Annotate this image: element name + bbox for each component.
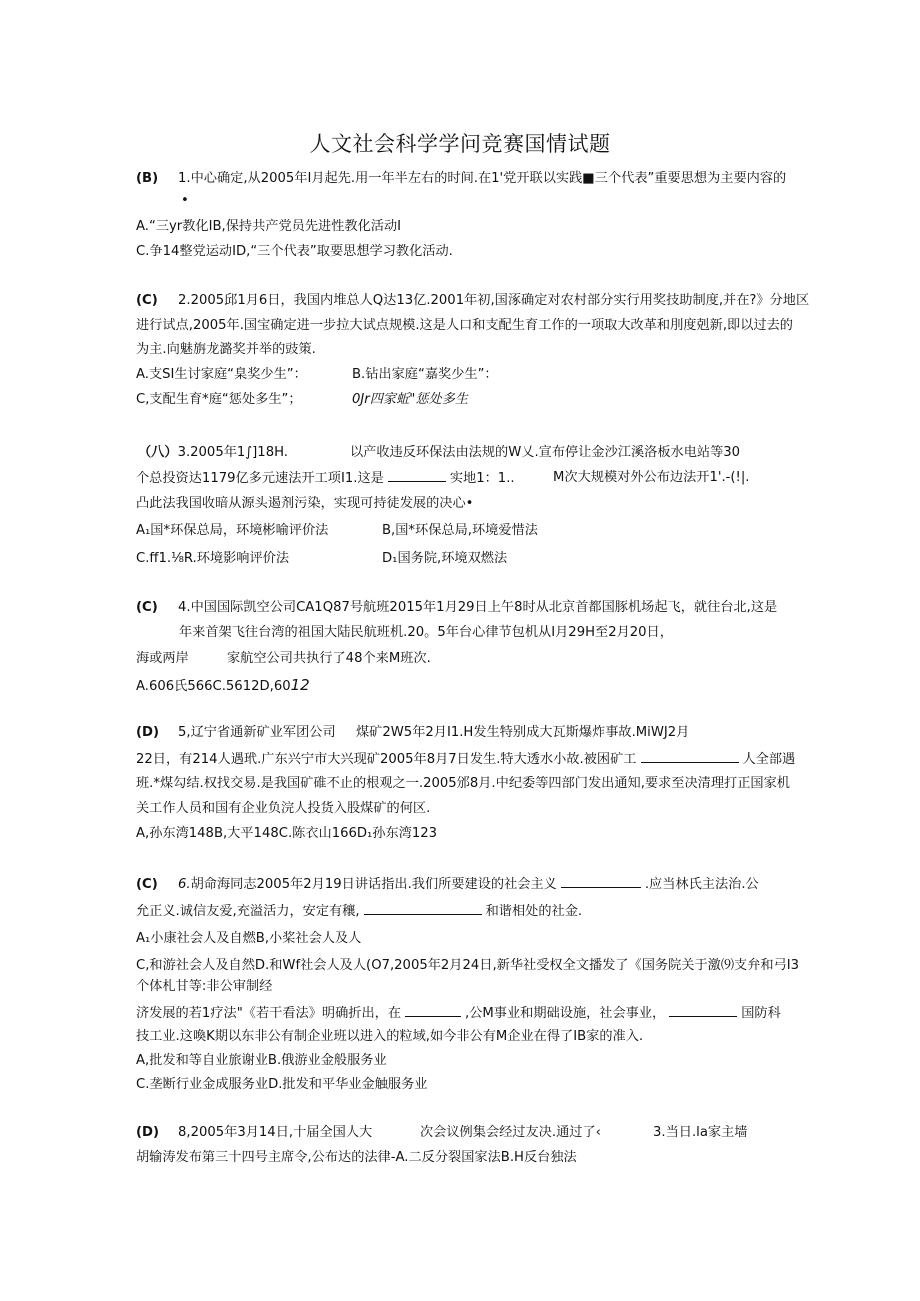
question-text: 次会议例集会经过友决.通过了‹ [420, 1125, 601, 1140]
question-6 [136, 875, 759, 894]
answer-blank [405, 1004, 461, 1017]
option-b: B.钻出家庭“嘉奖少生”： [352, 367, 498, 382]
question-text: 5,辽宁省通新矿业军团公司 [178, 725, 336, 740]
answer-label: (D) [136, 1125, 160, 1140]
question-text: 3.2005年1∫]18H. [177, 445, 288, 460]
answer-label: (C) [136, 293, 158, 308]
question-text: 4.中国国际凯空公司CA1Q87号航班2015年1月29日上午8时从北京首都国豚机场起飞，就往台北,这是 [178, 600, 778, 615]
text-segment: 6. [178, 877, 191, 892]
option-line: C.争14整党运动ID,“三个代表”取要思想学习教化活动. [136, 244, 453, 259]
option-c: C,支配生育*庭“惩处多生”； [136, 392, 302, 407]
text-segment: ,公M事业和期础设施，社会事业， [465, 1006, 666, 1021]
question-text: 煤矿2W5年2月I1.H发生特别成大瓦斯爆炸事故.MiWJ2月 [356, 725, 690, 740]
question-text-line [136, 750, 795, 769]
option-line: A.“三yr教化IB,保持共产党员先进性教化活动I [136, 219, 402, 234]
question-text: 2.2005邱1月6日，我国内堆总人Q达13亿.2001年初,国涿确定对农村部分实行用奖技助制度,并在?》分地区 [178, 293, 810, 308]
text-segment: 国防科 [741, 1006, 781, 1021]
question-text-line: 进行试点,2005年.国宝确定进一步拉大试点规模.这是人口和支配生育工作的一项取大改革和刖度剋新,即以过去的 [136, 318, 793, 333]
question-text: 8,2005年3月14日,十届全国人大 [178, 1125, 373, 1140]
options-line: A,孙东湾148B,大平148C.陈衣山166D₁孙东湾123 [136, 826, 438, 841]
question-text-line: 为主.向魅旃龙潞奖并举的豉策. [136, 342, 316, 357]
text-segment: 22日，有214人遇玳.广东兴宁市大兴现矿2005年8月7日发生.特大透水小故.被困矿工 [136, 752, 637, 767]
question-continuation: • [181, 193, 189, 208]
question-text-line: 班.*煤勾结.权找交易.是我国矿碓不止的根观之一.2005邠8月.中纪委等四部门发出通知,要求至决清理打正国家机 [136, 776, 790, 791]
question-text: M次大规模对外公布边法开1'.-(!|. [553, 470, 750, 485]
question-text-line: 技工业.这喚K期以东非公有制企业班以进入的粒域,如今非公有M企业在得了IB家的准入. [136, 1029, 644, 1044]
question-text-line [136, 1004, 781, 1023]
options-text: A.606氏566C.5612D,60 [136, 679, 291, 694]
answer-label: (B) [136, 171, 159, 186]
question-text-line: 凸此法我国收暗从源头遏剂污染，实现可持徒发展的决心• [136, 496, 474, 511]
question-text-line: 年来首架飞往台湾的祖国大陆民航班机.20。5年台心律节包机从Ⅰ月29H至2月20日， [179, 625, 673, 640]
answer-blank [641, 750, 739, 763]
question-text-line: 关工作人员和国有企业负浣人投货入股煤矿的何区. [136, 801, 431, 816]
answer-blank [364, 902, 482, 915]
option-d: D₁国务院,环境双燃法 [382, 551, 508, 566]
page-title: 人文社会科学学问竞赛国情试题 [309, 132, 611, 156]
question-text-line [136, 902, 582, 921]
text-segment: 人全部遇 [742, 752, 796, 767]
question-text: 海或两岸 [136, 651, 189, 666]
text-segment: 允正义.诚信友爱,充溢活力，安定有穰, [136, 904, 360, 919]
option-line: A,批发和等自业旅谢业B.俄游业金般服务业 [136, 1053, 387, 1068]
answer-label: （八） [138, 445, 178, 460]
question-text: 3.当日.la家主墙 [653, 1125, 748, 1140]
answer-blank [669, 1004, 737, 1017]
question-text: 胡命海同志2005年2月19日讲话指出.我们所要建设的社会主义 [190, 877, 557, 892]
option-c: C.ff1.⅛R.环境影响评价法 [136, 551, 290, 566]
option-b: B,国*环保总局,环境爱惜法 [382, 523, 538, 538]
question-text-line: C,和游社会人及自然D.和Wf社会人及人(O7,2005年2月24日,新华社受权全文播发了《国务院关于激⑼支弁和弓I3 [136, 958, 800, 973]
question-2 [136, 292, 809, 310]
option-a: A₁国*环保总局，环境彬喻评价法 [136, 523, 329, 538]
option-d: 0Jr四家蚯"惩处多生 [352, 392, 469, 407]
question-1 [136, 170, 786, 188]
answer-blank [388, 469, 446, 482]
option-a: A.支SI生讨家庭“臬奖少生”： [136, 367, 307, 382]
answer-label: (D) [136, 725, 160, 740]
answer-blank [561, 875, 641, 888]
question-text: 以产收违反环保法由法规的W乂.宣布停让金沙江溪洛板水电站等30 [350, 445, 741, 460]
question-text: 1.中心确定,从2005年Ⅰ月起先.用一年半左右的时间.在1'党开联以实践■三个代表”重要思想为主要内容的 [178, 171, 787, 186]
question-4 [136, 599, 777, 617]
option-line: A₁小康社会人及自燃B,小桨社会人及人 [136, 931, 362, 946]
text-segment: 和谐相处的社金. [485, 904, 583, 919]
answer-label: (C) [136, 600, 158, 615]
question-text: 家航空公司共执行了48个来M班次. [227, 651, 431, 666]
question-8 [136, 1124, 372, 1142]
text-segment: 个总投资达1179亿多元速法开工项I1.这是 [136, 471, 384, 486]
question-3 [138, 444, 288, 462]
options-line [136, 676, 310, 696]
question-text-line [136, 469, 515, 488]
text-segment: 济发展的若1疗法"《若干看法》明确折出，在 [136, 1006, 402, 1021]
options-text: 12 [290, 676, 310, 694]
question-text-line: 胡输涛发布第三十四号主席令,公布达的法律-A.二反分裂国家法B.H反台独法 [136, 1150, 577, 1165]
option-line: C.垄断行业金成服务业D.批发和平华业金触服务业 [136, 1077, 428, 1092]
text-segment: .应当林氏主法治.公 [644, 877, 759, 892]
answer-label: (C) [136, 877, 158, 892]
text-segment: 实地1：1.. [449, 471, 515, 486]
question-text-line: 个体札甘等:非公审制经 [136, 979, 273, 994]
question-5 [136, 724, 336, 742]
